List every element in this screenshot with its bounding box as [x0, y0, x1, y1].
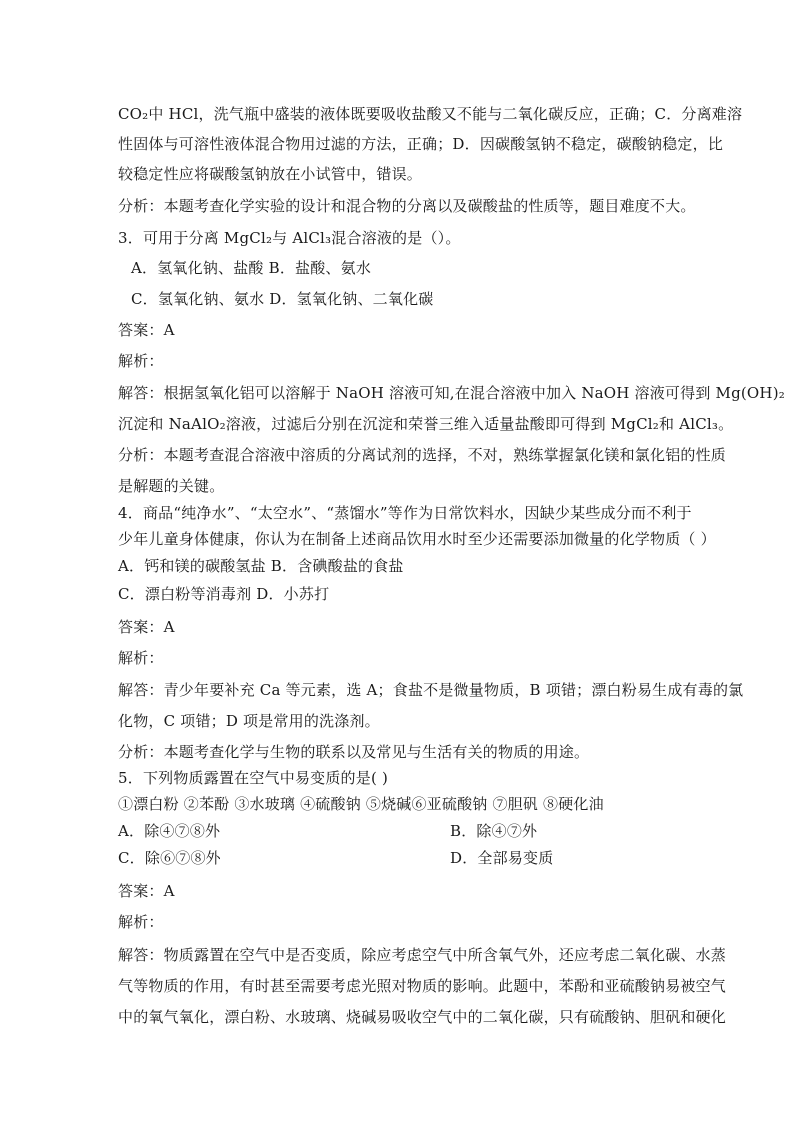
question-5-option-c: C．除⑥⑦⑧外 [118, 849, 221, 867]
text-line: 性固体与可溶性液体混合物用过滤的方法，正确；D．因碳酸氢钠不稳定，碳酸钠稳定，比 [118, 135, 724, 153]
text-line: 中的氧气氧化，漂白粉、水玻璃、烧碱易吸收空气中的二氧化碳，只有硫酸钠、胆矾和硬化 [118, 1008, 727, 1026]
analysis-line: 分析：本题考查化学实验的设计和混合物的分离以及碳酸盐的性质等，题目难度不大。 [118, 197, 696, 215]
answer-line: 答案：A [118, 321, 175, 339]
question-3-stem: 3．可用于分离 MgCl₂与 AlCl₃混合溶液的是（）。 [118, 229, 461, 247]
text-line: 解答：物质露置在空气中是否变质，除应考虑空气中所含氧气外，还应考虑二氧化碳、水蒸 [118, 946, 727, 964]
analysis-line: 分析：本题考查混合溶液中溶质的分离试剂的选择，不对，熟练掌握氯化镁和氯化铝的性质 [118, 446, 727, 464]
text-line: 化物，C 项错；D 项是常用的洗涤剂。 [118, 712, 380, 730]
explanation-heading: 解析： [118, 913, 164, 931]
answer-line: 答案：A [118, 882, 175, 900]
question-3-options-cd: C．氢氧化钠、氨水 D．氢氧化钠、二氧化碳 [131, 290, 434, 308]
question-3-options-ab: A．氢氧化钠、盐酸 B．盐酸、氨水 [131, 259, 372, 277]
question-4-options-cd: C．漂白粉等消毒剂 D．小苏打 [118, 585, 330, 603]
analysis-line: 分析：本题考查化学与生物的联系以及常见与生活有关的物质的用途。 [118, 743, 590, 761]
text-line: 沉淀和 NaAlO₂溶液，过滤后分别在沉淀和荣誉三维入适量盐酸即可得到 MgCl₂和 AlCl₃。 [118, 415, 734, 433]
text-line: 解答：青少年要补充 Ca 等元素，选 A；食盐不是微量物质，B 项错；漂白粉易生成有毒的氯 [118, 681, 744, 699]
text-line: 气等物质的作用，有时甚至需要考虑光照对物质的影响。此题中，苯酚和亚硫酸钠易被空气 [118, 977, 727, 995]
question-5-option-a: A．除④⑦⑧外 [118, 822, 221, 840]
question-4-stem: 4．商品“纯净水”、“太空水”、“蒸馏水”等作为日常饮料水，因缺少某些成分而不利于 [118, 504, 692, 522]
question-4-options-ab: A．钙和镁的碳酸氢盐 B．含碘酸盐的食盐 [118, 557, 404, 575]
question-5-option-d: D．全部易变质 [450, 849, 554, 867]
text-line: 较稳定性应将碳酸氢钠放在小试管中，错误。 [118, 165, 423, 183]
text-line: 是解题的关键。 [118, 477, 225, 495]
answer-line: 答案：A [118, 618, 175, 636]
text-line: 解答：根据氢氧化铝可以溶解于 NaOH 溶液可知,在混合溶液中加入 NaOH 溶液可得到 Mg(OH)₂ [118, 384, 785, 402]
question-5-option-b: B．除④⑦外 [450, 822, 538, 840]
question-5-substances: ①漂白粉 ②苯酚 ③水玻璃 ④硫酸钠 ⑤烧碱⑥亚硫酸钠 ⑦胆矾 ⑧硬化油 [118, 795, 604, 813]
question-4-stem-cont: 少年儿童身体健康，你认为在制备上述商品饮用水时至少还需要添加微量的化学物质（ ） [118, 530, 716, 548]
explanation-heading: 解析： [118, 649, 164, 667]
question-5-stem: 5．下列物质露置在空气中易变质的是( ) [118, 769, 389, 787]
explanation-heading: 解析： [118, 352, 164, 370]
text-line: CO₂中 HCl，洗气瓶中盛装的液体既要吸收盐酸又不能与二氧化碳反应，正确；C．分离难溶 [118, 105, 743, 123]
